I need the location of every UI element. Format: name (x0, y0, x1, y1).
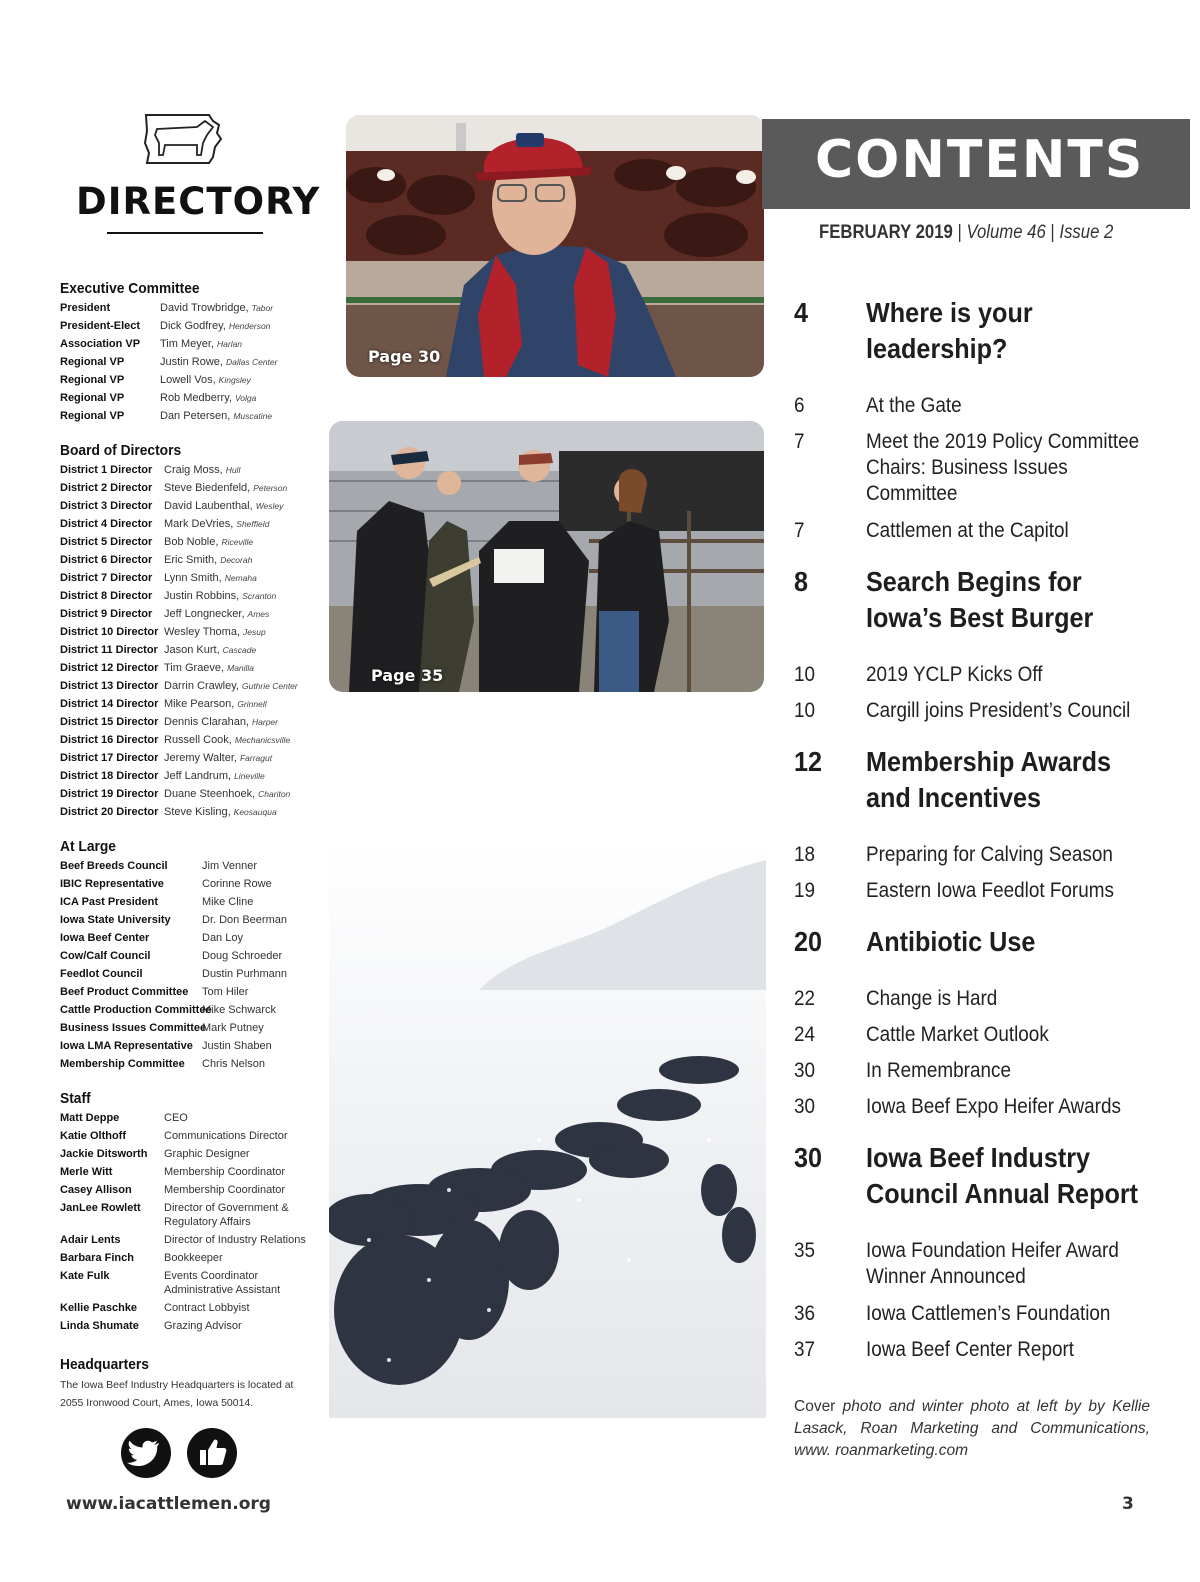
toc-page-number: 10 (794, 699, 816, 722)
directory-name (164, 713, 278, 731)
toc-page-number: 30 (794, 1142, 823, 1173)
directory-name (160, 317, 270, 335)
directory-name (164, 1299, 250, 1317)
issue-separator: | (1045, 222, 1060, 243)
toc-page-number: 22 (794, 987, 816, 1010)
directory-town: Dallas Center (225, 357, 278, 367)
directory-role: District 1 Director (60, 464, 153, 476)
toc-title: Where is your leadership? (866, 297, 1033, 364)
issue-line (819, 222, 1113, 244)
directory-name (164, 497, 283, 515)
directory-name-text: Russell Cook, (164, 734, 232, 746)
directory-name (164, 533, 253, 551)
directory-role: District 16 Director (60, 734, 159, 746)
directory-name-text: Jason Kurt, (164, 644, 220, 656)
directory-town: Mechanicsville (234, 735, 291, 745)
directory-role: Business Issues Committee (60, 1022, 207, 1034)
directory-town: Muscatine (233, 411, 273, 421)
issue-number: Issue 2 (1059, 222, 1114, 243)
directory-name-text: Lynn Smith, (164, 572, 222, 584)
directory-town: Kingsley (218, 375, 251, 385)
directory-name-text: Dan Petersen, (160, 410, 231, 422)
directory-role: Barbara Finch (60, 1252, 134, 1264)
issue-volume: Volume 46 (966, 222, 1046, 243)
directory-role: President (60, 302, 111, 314)
contents-title: CONTENTS (815, 130, 1145, 190)
toc-page-number: 18 (794, 843, 816, 866)
directory-name-text: Dick Godfrey, (160, 320, 226, 332)
directory-town: Grinnell (237, 699, 267, 709)
directory-role: IBIC Representative (60, 878, 164, 890)
directory-role: Merle Witt (60, 1166, 113, 1178)
directory-name (164, 659, 254, 677)
directory-role: Linda Shumate (60, 1320, 139, 1332)
photo-credit (794, 1396, 1150, 1462)
directory-name (164, 1317, 242, 1335)
directory-name (164, 587, 276, 605)
directory-name-text: Mike Pearson, (164, 698, 235, 710)
directory-role: Regional VP (60, 392, 125, 404)
toc-page-number: 30 (794, 1095, 816, 1118)
directory-name (202, 1019, 264, 1037)
directory-name-text: CEO (164, 1112, 188, 1124)
directory-name (160, 371, 251, 389)
directory-name-text: Grazing Advisor (164, 1320, 242, 1332)
toc-page-number: 30 (794, 1059, 816, 1082)
directory-town: Guthrie Center (241, 681, 298, 691)
directory-name (164, 1109, 188, 1127)
toc-title: Iowa Beef Expo Heifer Awards (866, 1095, 1121, 1118)
directory-name-text: Graphic Designer (164, 1148, 250, 1160)
directory-role: Association VP (60, 338, 141, 350)
iowa-cattle-logo (143, 113, 223, 165)
directory-role: Matt Deppe (60, 1112, 120, 1124)
photo-credit-text: photo and winter photo at left by by Kellie Lasack, Roan Marketing and Communications, www. roanmarketing.com (794, 1398, 1150, 1459)
directory-name-text: Membership Coordinator (164, 1184, 286, 1196)
directory-role: District 11 Director (60, 644, 158, 656)
directory-role: District 20 Director (60, 806, 159, 818)
directory-name-text: Steve Biedenfeld, (164, 482, 251, 494)
directory-name-text: Craig Moss, (164, 464, 223, 476)
toc-title: Iowa Foundation Heifer Award Winner Announced (866, 1239, 1119, 1288)
directory-town: Scranton (242, 591, 277, 601)
toc-title: Search Begins for Iowa’s Best Burger (866, 566, 1094, 633)
directory-name (164, 641, 256, 659)
directory-town: Farragut (239, 753, 273, 763)
toc-title: Cargill joins President’s Council (866, 699, 1131, 722)
directory-name (164, 803, 277, 821)
directory-role: ICA Past President (60, 896, 159, 908)
toc-title: In Remembrance (866, 1059, 1011, 1082)
directory-role: District 4 Director (60, 518, 153, 530)
directory-role: Jackie Ditsworth (60, 1148, 148, 1160)
directory-town: Riceville (221, 537, 254, 547)
directory-role: District 6 Director (60, 554, 153, 566)
directory-role: District 10 Director (60, 626, 159, 638)
directory-name (164, 1249, 223, 1267)
twitter-icon[interactable] (121, 1428, 171, 1478)
directory-name-text: Events Coordinator (164, 1270, 259, 1282)
directory-role: District 2 Director (60, 482, 153, 494)
directory-name-text: Lowell Vos, (160, 374, 216, 386)
directory-name-text: Mike Cline (202, 896, 254, 908)
directory-name-text: Director of Government & (164, 1202, 289, 1214)
directory-name-text: David Trowbridge, (160, 302, 249, 314)
directory-name (164, 461, 240, 479)
toc-page-number: 36 (794, 1302, 816, 1325)
directory-name (202, 893, 253, 911)
directory-role: District 9 Director (60, 608, 153, 620)
directory-name-text: Chris Nelson (202, 1058, 265, 1070)
directory-role: Feedlot Council (60, 968, 143, 980)
toc-page-number: 8 (794, 566, 809, 597)
directory-town: Hull (225, 465, 241, 475)
directory-role: Regional VP (60, 410, 125, 422)
directory-name (160, 353, 277, 371)
directory-role: Iowa LMA Representative (60, 1040, 193, 1052)
directory-name (202, 947, 282, 965)
directory-name-text: David Laubenthal, (164, 500, 253, 512)
directory-role: District 17 Director (60, 752, 159, 764)
directory-town: Lineville (234, 771, 265, 781)
directory-name (164, 767, 265, 785)
directory-role: District 3 Director (60, 500, 153, 512)
directory-name-text: Tim Meyer, (160, 338, 214, 350)
issue-separator: | (952, 222, 967, 243)
directory-name (160, 335, 242, 353)
directory-role: District 15 Director (60, 716, 159, 728)
website-url[interactable]: www.iacattlemen.org (66, 1494, 271, 1514)
directory-role: District 19 Director (60, 788, 159, 800)
directory-name (164, 515, 269, 533)
directory-name-text: Justin Shaben (202, 1040, 272, 1052)
photo-farmer-feedlot (346, 115, 764, 377)
staff-heading: Staff (60, 1090, 91, 1107)
directory-name-text: Dan Loy (202, 932, 243, 944)
directory-role: District 13 Director (60, 680, 159, 692)
directory-name-text: Darrin Crawley, (164, 680, 239, 692)
directory-town: Ames (247, 609, 270, 619)
directory-name (164, 479, 287, 497)
directory-name-text: Rob Medberry, (160, 392, 232, 404)
directory-role: Iowa Beef Center (60, 932, 150, 944)
directory-role: District 8 Director (60, 590, 153, 602)
toc-page-number: 12 (794, 746, 823, 777)
directory-town: Peterson (253, 483, 288, 493)
directory-role: District 7 Director (60, 572, 153, 584)
directory-town: Decorah (220, 555, 253, 565)
directory-town: Jesup (243, 627, 266, 637)
directory-name-text: Membership Coordinator (164, 1166, 286, 1178)
directory-role: President-Elect (60, 320, 141, 332)
directory-role: Beef Product Committee (60, 986, 189, 998)
directory-name-text: Mark DeVries, (164, 518, 234, 530)
directory-name-text: Corinne Rowe (202, 878, 272, 890)
toc-page-number: 10 (794, 663, 816, 686)
toc-page-number: 19 (794, 879, 816, 902)
toc-title: Iowa Beef Center Report (866, 1338, 1075, 1361)
toc-title: Change is Hard (866, 987, 998, 1010)
directory-name-text: Bob Noble, (164, 536, 219, 548)
directory-name (202, 929, 243, 947)
directory-town: Chariton (258, 789, 291, 799)
at-large-heading: At Large (60, 838, 116, 855)
toc-title: Iowa Beef Industry Council Annual Report (866, 1142, 1139, 1209)
toc-page-number: 7 (794, 430, 805, 453)
toc-title: Preparing for Calving Season (866, 843, 1113, 866)
toc-title: Meet the 2019 Policy Committee Chairs: Business Issues Committee (866, 430, 1140, 505)
directory-name (164, 731, 290, 749)
photo-label-page-35: Page 35 (371, 666, 444, 685)
directory-name-text: Justin Rowe, (160, 356, 223, 368)
directory-name (202, 1055, 265, 1073)
toc-page-number: 4 (794, 297, 809, 328)
directory-name-text: Jeremy Walter, (164, 752, 237, 764)
directory-name (164, 677, 298, 695)
directory-title: DIRECTORY (76, 180, 321, 223)
toc-page-number: 7 (794, 519, 805, 542)
directory-role: Katie Olthoff (60, 1130, 126, 1142)
directory-role: Membership Committee (60, 1058, 185, 1070)
photo-winter-cattle (329, 840, 766, 1418)
toc-page-number: 20 (794, 926, 823, 957)
directory-name-text: Director of Industry Relations (164, 1234, 306, 1246)
directory-town: Harlan (217, 339, 243, 349)
toc-title: At the Gate (866, 394, 962, 417)
executive-committee-heading: Executive Committee (60, 280, 200, 297)
facebook-like-icon[interactable] (187, 1428, 237, 1478)
directory-rule (107, 232, 263, 234)
directory-name (164, 569, 257, 587)
directory-name (202, 1001, 276, 1019)
directory-name-text: Doug Schroeder (202, 950, 283, 962)
directory-name (202, 875, 272, 893)
directory-role: Regional VP (60, 374, 125, 386)
toc-title: Membership Awards and Incentives (866, 746, 1112, 813)
directory-name (202, 911, 287, 929)
toc-page-number: 35 (794, 1239, 816, 1262)
directory-role: Iowa State University (60, 914, 171, 926)
directory-town: Keosauqua (233, 807, 277, 817)
directory-role: District 14 Director (60, 698, 159, 710)
directory-name (202, 857, 257, 875)
directory-role: District 18 Director (60, 770, 159, 782)
board-of-directors-heading: Board of Directors (60, 442, 182, 459)
page-number: 3 (1122, 1494, 1134, 1514)
directory-name-text: Steve Kisling, (164, 806, 231, 818)
photo-label-page-30: Page 30 (368, 347, 441, 366)
directory-town: Tabor (251, 303, 274, 313)
directory-name (160, 389, 256, 407)
toc-title: 2019 YCLP Kicks Off (866, 663, 1043, 686)
toc-title: Antibiotic Use (866, 926, 1036, 957)
toc-page-number: 24 (794, 1023, 816, 1046)
directory-town: Cascade (222, 645, 257, 655)
directory-role: Cattle Production Committee (60, 1004, 212, 1016)
directory-role: Kellie Paschke (60, 1302, 138, 1314)
directory-role: District 12 Director (60, 662, 159, 674)
directory-name (202, 983, 248, 1001)
directory-role: District 5 Director (60, 536, 153, 548)
directory-town: Volga (234, 393, 257, 403)
directory-role: Cow/Calf Council (60, 950, 151, 962)
directory-town: Henderson (228, 321, 271, 331)
directory-role: Adair Lents (60, 1234, 121, 1246)
directory-name (164, 1163, 285, 1181)
directory-name (164, 1127, 287, 1145)
toc-title: Iowa Cattlemen’s Foundation (866, 1302, 1111, 1325)
headquarters-text: The Iowa Beef Industry Headquarters is located at 2055 Ironwood Court, Ames, Iowa 50014. (60, 1379, 294, 1409)
directory-name-text: Jeff Landrum, (164, 770, 232, 782)
directory-role: Kate Fulk (60, 1270, 110, 1282)
directory-role: Regional VP (60, 356, 125, 368)
directory-name (164, 551, 252, 569)
directory-name (164, 785, 290, 803)
directory-name-text: Bookkeeper (164, 1252, 223, 1264)
toc-title: Cattlemen at the Capitol (866, 519, 1069, 542)
directory-name-text: Jim Venner (202, 860, 258, 872)
directory-name-text: Dustin Purhmann (202, 968, 287, 980)
directory-town: Manilla (227, 663, 255, 673)
directory-name-text: Contract Lobbyist (164, 1302, 250, 1314)
toc-page-number: 37 (794, 1338, 816, 1361)
directory-name (202, 1037, 272, 1055)
directory-name (164, 749, 272, 767)
directory-name-text: Dennis Clarahan, (164, 716, 249, 728)
photo-credit-lead: Cover (794, 1398, 836, 1415)
directory-name (164, 695, 267, 713)
toc-page-number: 6 (794, 394, 805, 417)
directory-name-text: Eric Smith, (164, 554, 218, 566)
directory-name (164, 1145, 250, 1163)
directory-name (160, 407, 272, 425)
directory-name-text: Jeff Longnecker, (164, 608, 245, 620)
directory-name (202, 965, 287, 983)
directory-role: JanLee Rowlett (60, 1202, 141, 1214)
directory-name-text: Wesley Thoma, (164, 626, 241, 638)
directory-name-text: Mark Putney (202, 1022, 264, 1034)
directory-name (164, 623, 266, 641)
directory-role: Casey Allison (60, 1184, 132, 1196)
headquarters-heading: Headquarters (60, 1356, 149, 1373)
directory-name-line2: Regulatory Affairs (164, 1216, 251, 1228)
directory-name (160, 299, 273, 317)
directory-name-text: Mike Schwarck (202, 1004, 276, 1016)
directory-town: Harper (252, 717, 278, 727)
photo-people-barn (329, 421, 764, 692)
directory-name-line2: Administrative Assistant (164, 1284, 281, 1296)
directory-name-text: Tom Hiler (202, 986, 249, 998)
toc-title: Eastern Iowa Feedlot Forums (866, 879, 1114, 902)
directory-name (164, 1181, 285, 1199)
directory-name (164, 1201, 289, 1229)
directory-name (164, 1269, 280, 1297)
toc-title: Cattle Market Outlook (866, 1023, 1049, 1046)
issue-month: FEBRUARY 2019 (819, 222, 953, 243)
directory-town: Nemaha (224, 573, 257, 583)
directory-name-text: Justin Robbins, (164, 590, 240, 602)
directory-name-text: Communications Director (164, 1130, 288, 1142)
directory-name-text: Dr. Don Beerman (202, 914, 287, 926)
directory-name (164, 605, 269, 623)
directory-name-text: Duane Steenhoek, (164, 788, 256, 800)
directory-town: Sheffield (236, 519, 270, 529)
directory-name-text: Tim Graeve, (164, 662, 225, 674)
directory-name (164, 1231, 306, 1249)
directory-town: Wesley (255, 501, 284, 511)
directory-role: Beef Breeds Council (60, 860, 168, 872)
